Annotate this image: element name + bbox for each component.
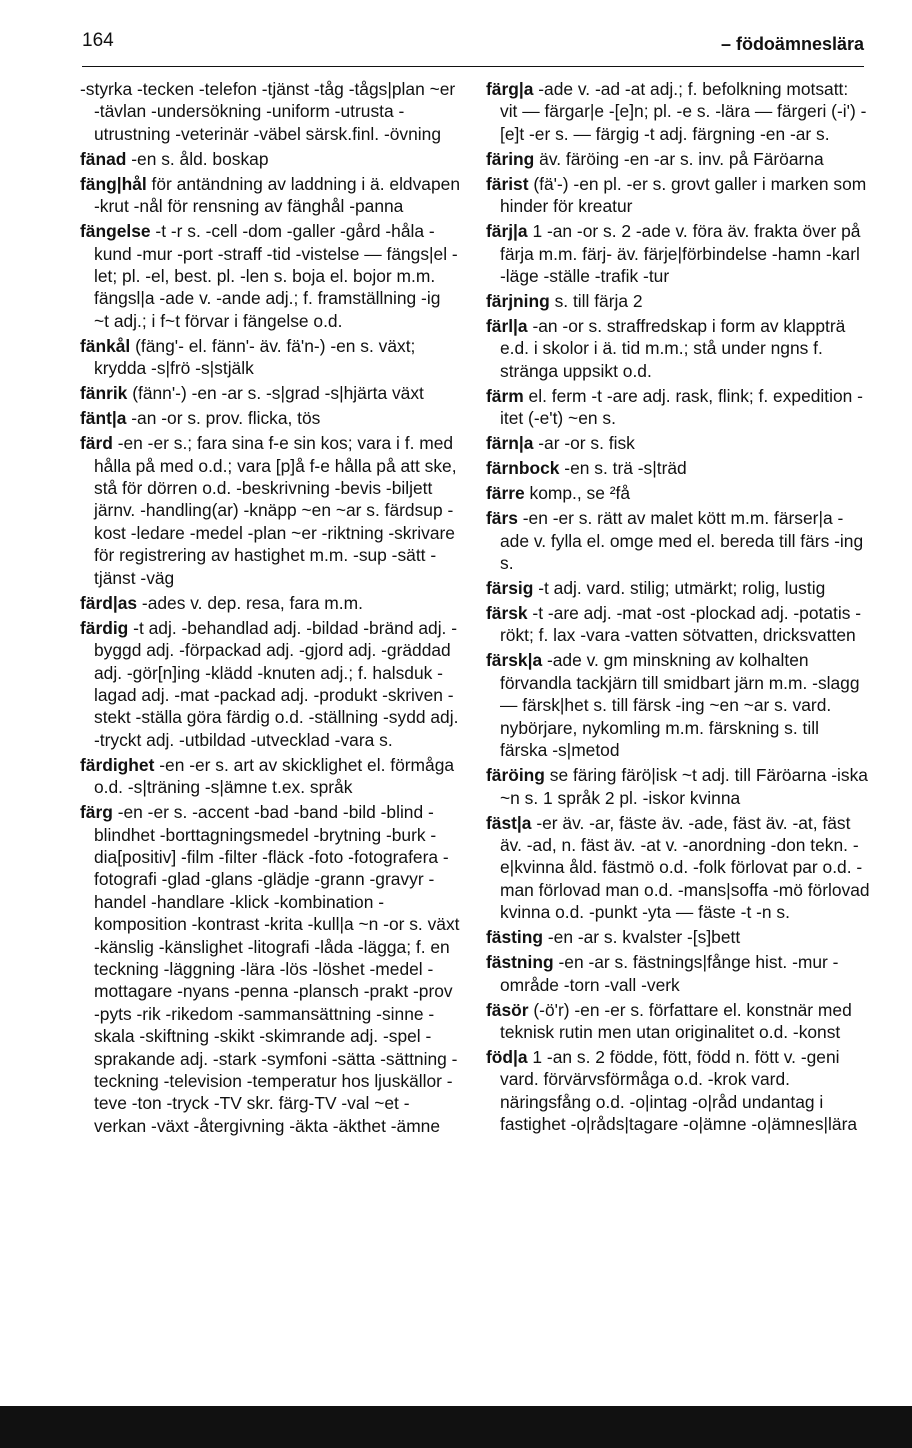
entry-body: -styrka -tecken -telefon -tjänst -tåg -tågs|plan ~er -tävlan -undersökning -uniform -utrusta -utrustning -veterinär -väbel särsk.finl. -övning — [80, 79, 456, 144]
headword: fästning — [486, 952, 554, 973]
headword: färsk — [486, 603, 528, 624]
dictionary-entry — [486, 577, 870, 599]
headword: färing — [486, 148, 535, 169]
entry-body: -ar -or s. fisk — [538, 433, 635, 454]
dictionary-entry — [80, 617, 460, 751]
headword: färre — [486, 483, 525, 504]
dictionary-entry — [80, 78, 460, 145]
dictionary-entry — [486, 1046, 870, 1136]
dictionary-entry — [486, 602, 870, 647]
headword: fänrik — [80, 383, 128, 404]
entry-body: -t -are adj. -mat -ost -plockad adj. -potatis -rökt; f. lax -vara -vatten sötvatten, dricksvatten — [500, 603, 862, 646]
entry-body: -ades v. dep. resa, fara m.m. — [141, 592, 363, 613]
dictionary-entry — [486, 812, 870, 924]
dictionary-entry — [486, 148, 870, 170]
dictionary-entry — [80, 754, 460, 799]
dictionary-entry — [486, 951, 870, 996]
headword: färs — [486, 508, 518, 529]
entry-body: -ade v. gm minskning av kolhalten förvandla tackjärn till smidbart järn m.m. -slagg — färsk|het s. till färsk -ing ~en ~ar s. vard. nybörjare, nykomling m.m. färskning s. till färska -s|metod — [500, 650, 860, 761]
entry-body: -t adj. vard. stilig; utmärkt; rolig, lustig — [538, 578, 826, 599]
dictionary-entry — [486, 220, 870, 287]
header-rule — [82, 66, 864, 67]
entry-body: se färing färö|isk ~t adj. till Färöarna -iska ~n s. 1 språk 2 pl. -iskor kvinna — [500, 765, 868, 808]
entry-body: (fäng'- el. fänn'- äv. fä'n-) -en s. växt; krydda -s|frö -s|stjälk — [94, 335, 416, 379]
headword: färnbock — [486, 458, 560, 479]
headword: färd — [80, 433, 113, 454]
entry-body: (fänn'-) -en -ar s. -s|grad -s|hjärta växt — [132, 383, 424, 404]
entry-body: -er äv. -ar, fäste äv. -ade, fäst äv. -at, fäst äv. -ad, n. fäst äv. -at v. -anordning -don tekn. -e|kvinna åld. fästmö o.d. -folk förlovat par o.d. -man förlovad man o.d. -mans|soffa -mö förlovad kvinna o.d. -punkt -yta — fäste -t -n s. — [500, 812, 870, 923]
headword: färn|a — [486, 433, 534, 454]
dictionary-entry — [80, 592, 460, 614]
dictionary-entry — [486, 507, 870, 574]
right-column — [486, 78, 870, 1138]
dictionary-entry — [80, 407, 460, 429]
headword: färg|a — [486, 79, 534, 99]
entry-body: -en -er s. rätt av malet kött m.m. färser|a -ade v. fylla el. omge med el. bereda till färs -ing s. — [500, 508, 864, 574]
entry-body: (-ö'r) -en -er s. författare el. konstnär med teknisk rutin men utan originalitet o.d. -konst — [500, 999, 852, 1042]
headword: fäsör — [486, 999, 529, 1020]
headword: färm — [486, 385, 524, 406]
entry-body: 1 -an -or s. 2 -ade v. föra äv. frakta över på färja m.m. färj- äv. färje|förbindelse -hamn -karl -läge -ställe -trafik -tur — [500, 221, 861, 287]
dictionary-entry — [80, 220, 460, 332]
dictionary-entry — [486, 173, 870, 218]
dictionary-entry — [486, 482, 870, 504]
entry-body: -ade v. -ad -at adj.; f. befolkning motsatt: vit — färgar|e -[e]n; pl. -e s. -lära — färgeri (-i') -[e]t -er s. — färgig -t adj. färgning -en -ar s. — [500, 79, 867, 144]
dictionary-entry — [80, 801, 460, 1137]
entry-body: -en -er s. -accent -bad -band -bild -blind -blindhet -borttagningsmedel -brytning -burk -dia[positiv] -film -filter -fläck -foto -fotografera -fotografi -glad -glans -glädje -grann -gravyr -handel -handlare -klick -kombination -komposition -kontrast -krita -kull|a ~n -or s. växt -känslig -känslighet -litografi -låda -lägga; f. en teckning -läggning -lära -lös -löshet -medel -mottagare -nyans -penna -plansch -prakt -prov -pyts -rik -rikedom -sammansättning -sinne -skala -skiftning -skikt -skimrande adj. -spel -sprakande adj. -stark -symfoni -sätta -sättning -teckning -television -temperatur hos ljuskällor -teve -ton -tryck -TV skr. färg-TV -val ~et -verkan -växt -återgivning -äkta -äkthet -ämne — [94, 802, 460, 1136]
headword: färl|a — [486, 316, 528, 337]
headword: fänt|a — [80, 408, 127, 429]
headword: färsig — [486, 578, 534, 599]
dictionary-entry — [80, 148, 460, 170]
entry-body: (fä'-) -en pl. -er s. grovt galler i marken som hinder för kreatur — [500, 173, 867, 217]
headword: färöing — [486, 765, 545, 786]
headword: färdighet — [80, 754, 155, 775]
dictionary-entry — [80, 432, 460, 589]
page-number: 164 — [82, 30, 114, 51]
entry-body: -an -or s. straffredskap i form av klappträ e.d. i skolor i ä. tid m.m.; stå under ngns f. stränga uppsikt o.d. — [500, 316, 846, 381]
dictionary-entry — [486, 78, 870, 145]
entry-body: -en s. åld. boskap — [131, 148, 269, 169]
dictionary-entry — [486, 315, 870, 382]
entry-body: -en -ar s. fästnings|fånge hist. -mur -område -torn -vall -verk — [500, 952, 839, 995]
entry-body: -en -er s.; fara sina f-e sin kos; vara i f. med hålla på med o.d.; vara [p]å f-e hålla på att ske, stå för dörren o.d. -beskrivning -bevis -biljett järnv. -handling(ar) -knäpp ~en ~ar s. färdsup -kost -ledare -medel -plan ~er -riktning -skrivare för registrering av hastighet m.m. -sup -sätt -tjänst -väg — [94, 433, 457, 588]
entry-body: -en -ar s. kvalster -[s]bett — [547, 927, 741, 948]
entry-body: äv. färöing -en -ar s. inv. på Färöarna — [539, 148, 824, 169]
entry-body: -an -or s. prov. flicka, tös — [131, 408, 321, 429]
entry-body: -en s. trä -s|träd — [564, 458, 687, 479]
dictionary-entry — [80, 335, 460, 380]
headword: färj|a — [486, 221, 528, 242]
dictionary-entry — [486, 385, 870, 430]
dictionary-entry — [486, 432, 870, 454]
entry-body: för antändning av laddning i ä. eldvapen -krut -nål för rensning av fänghål -panna — [94, 173, 460, 217]
headword: fänad — [80, 148, 127, 169]
headword: fäng|hål — [80, 173, 147, 194]
dictionary-entry — [486, 290, 870, 312]
scan-bottom-edge — [0, 1406, 912, 1448]
dictionary-entry — [486, 999, 870, 1044]
headword: fängelse — [80, 221, 151, 242]
headword: fänkål — [80, 335, 131, 356]
headword: föd|a — [486, 1046, 528, 1067]
headword: färd|as — [80, 592, 138, 613]
entry-body: -en -er s. art av skicklighet el. förmåga o.d. -s|träning -s|ämne t.ex. språk — [94, 754, 455, 798]
page-header — [82, 30, 864, 60]
entry-body: -t adj. -behandlad adj. -bildad -bränd adj. -byggd adj. -förpackad adj. -gjord adj. -gräddad adj. -gör[n]ing -klädd -knuten adj.; f. halsduk -lagad adj. -mat -packad adj. -produkt -skriven -stekt -ställa göra färdig o.d. -ställning -sydd adj. -tryckt adj. -utbildad -utvecklad -vara s. — [94, 617, 459, 750]
entry-body: komp., se ²få — [529, 483, 631, 504]
headword: färist — [486, 173, 529, 194]
dictionary-entry — [80, 173, 460, 218]
headword: färg — [80, 802, 113, 823]
entry-body: -t -r s. -cell -dom -galler -gård -håla -kund -mur -port -straff -tid -vistelse — fängs|el -let; pl. -el, best. pl. -len s. boja el. bojor m.m. fängsl|a -ade v. -ande adj.; f. framställning -ig ~t adj.; i f~t förvar i fängelse o.d. — [94, 221, 458, 331]
entry-body: s. till färja 2 — [554, 291, 643, 312]
left-column — [80, 78, 460, 1140]
dictionary-entry — [486, 764, 870, 809]
entry-body: 1 -an s. 2 födde, fött, född n. fött v. -geni vard. förvärvsförmåga o.d. -krok vard. näringsfång o.d. -o|intag -o|råd undantag i fastighet -o|råds|tagare -o|ämne -o|ämnes|lära — [500, 1046, 858, 1135]
dictionary-entry — [486, 457, 870, 479]
running-title: – födoämneslära — [720, 34, 864, 54]
entry-body: el. ferm -t -are adj. rask, flink; f. expedition -itet (-e't) ~en s. — [500, 385, 863, 429]
dictionary-entry — [80, 382, 460, 404]
headword: fäst|a — [486, 812, 532, 833]
headword: färjning — [486, 291, 550, 312]
dictionary-entry — [486, 649, 870, 761]
headword: färdig — [80, 617, 129, 638]
headword: färsk|a — [486, 650, 543, 671]
dictionary-entry — [486, 926, 870, 948]
headword: fästing — [486, 927, 544, 948]
